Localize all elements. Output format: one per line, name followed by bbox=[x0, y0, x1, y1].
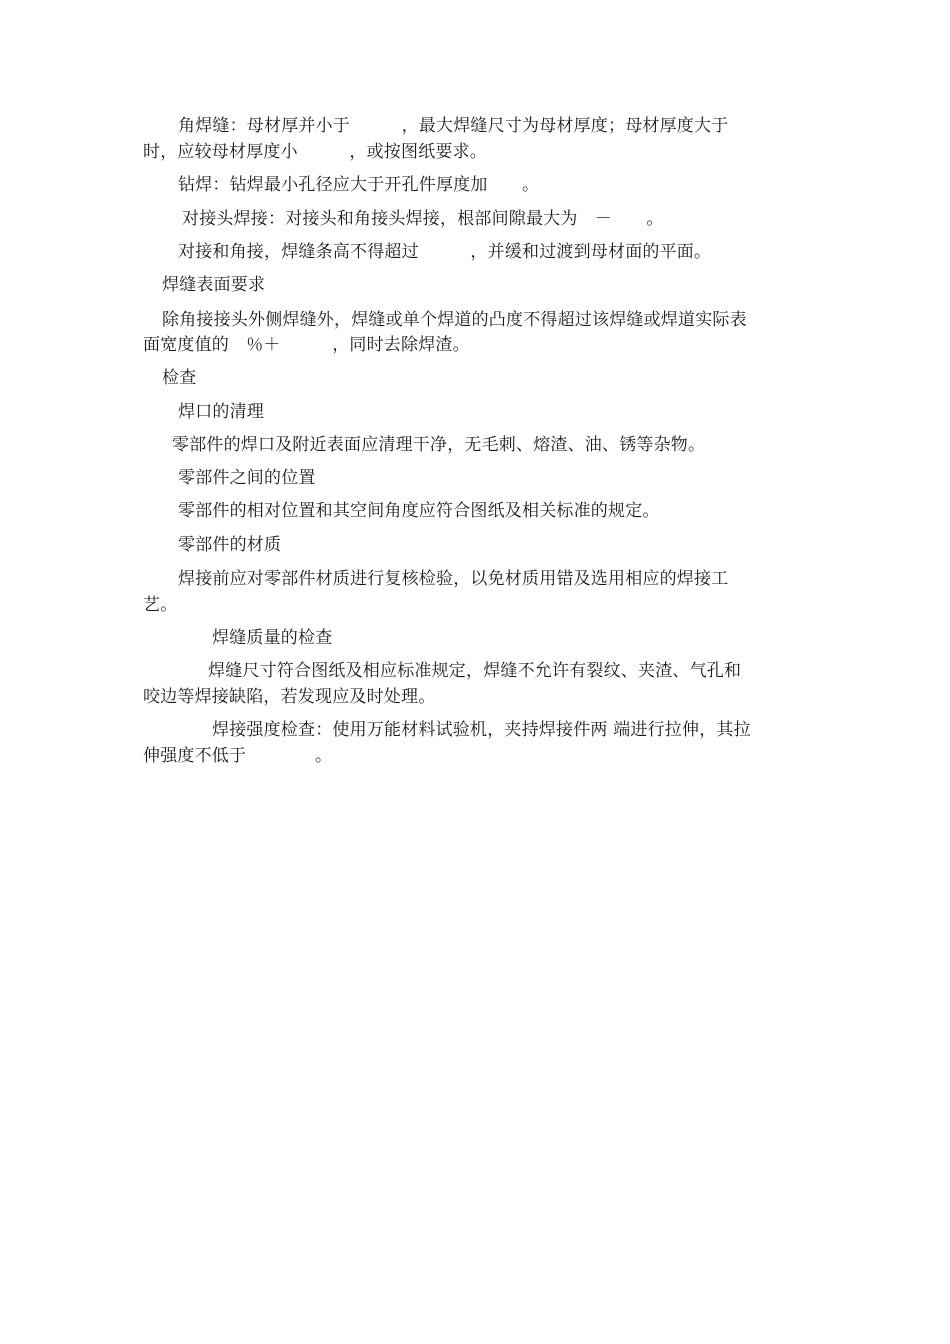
heading-inspection: 检查 bbox=[162, 368, 197, 388]
heading-joint-cleaning: 焊口的清理 bbox=[178, 402, 264, 422]
text-line-material-1: 焊接前应对零部件材质进行复核检验，以免材质用错及选用相应的焊接工 bbox=[178, 569, 729, 589]
text-line-fillet-weld-2: 时，应较母材厚度小 ，或按图纸要求。 bbox=[143, 142, 487, 162]
text-line-convexity-2: 面宽度值的 ％＋ ，同时去除焊渣。 bbox=[143, 335, 470, 355]
heading-weld-quality: 焊缝质量的检查 bbox=[212, 628, 333, 648]
text-line-fillet-weld-1: 角焊缝：母材厚并小于 ，最大焊缝尺寸为母材厚度；母材厚度大于 bbox=[178, 116, 729, 136]
heading-part-position: 零部件之间的位置 bbox=[178, 468, 316, 488]
text-line-plug-weld: 钻焊：钻焊最小孔径应大于开孔件厚度加 。 bbox=[178, 175, 540, 195]
text-line-position: 零部件的相对位置和其空间角度应符合图纸及相关标准的规定。 bbox=[178, 501, 660, 521]
heading-part-material: 零部件的材质 bbox=[178, 535, 282, 555]
text-line-quality-2: 咬边等焊接缺陷，若发现应及时处理。 bbox=[143, 687, 436, 707]
text-line-quality-1: 焊缝尺寸符合图纸及相应标准规定，焊缝不允许有裂纹、夹渣、气孔和 bbox=[208, 661, 742, 681]
text-line-cleaning: 零部件的焊口及附近表面应清理干净，无毛刺、熔渣、油、锈等杂物。 bbox=[172, 435, 706, 455]
text-line-reinforcement: 对接和角接，焊缝条高不得超过 ，并缓和过渡到母材面的平面。 bbox=[178, 242, 712, 262]
text-line-material-2: 艺。 bbox=[143, 595, 178, 615]
text-line-strength-2: 伸强度不低于 。 bbox=[143, 746, 333, 766]
text-line-strength-1: 焊接强度检查：使用万能材料试验机，夹持焊接件两 端进行拉伸，其拉 bbox=[212, 720, 751, 740]
heading-surface-requirements: 焊缝表面要求 bbox=[162, 275, 266, 295]
text-line-convexity-1: 除角接接头外侧焊缝外，焊缝或单个焊道的凸度不得超过该焊缝或焊道实际表 bbox=[162, 310, 747, 330]
text-line-butt-joint: 对接头焊接：对接头和角接头焊接，根部间隙最大为 － 。 bbox=[182, 209, 664, 229]
